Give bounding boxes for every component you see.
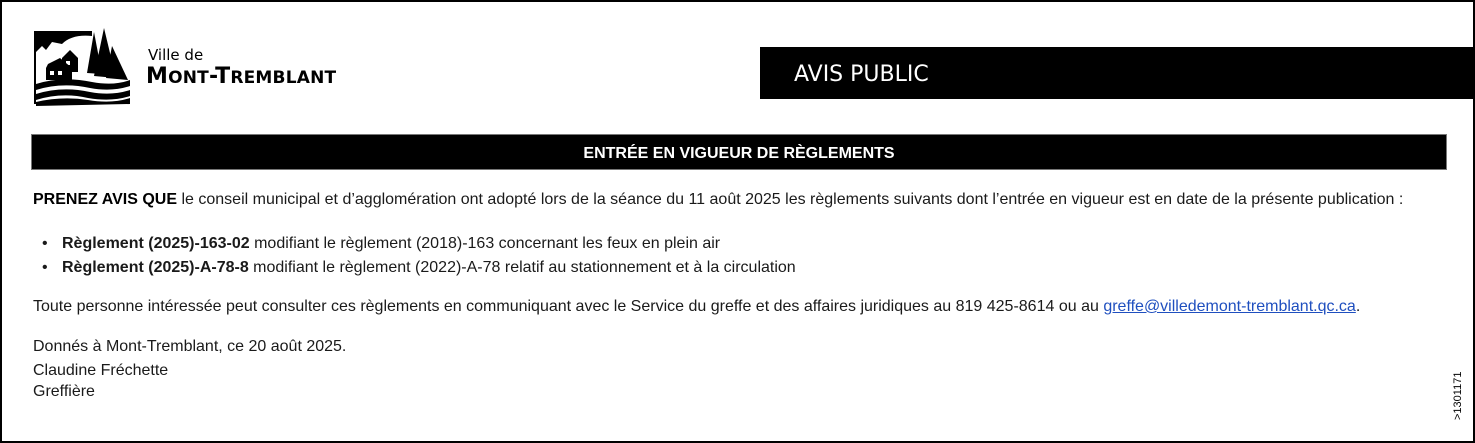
regulation-ref: Règlement (2025)-A-78-8 [62, 259, 249, 276]
regulation-desc: modifiant le règlement (2018)-163 concernant les feux en plein air [249, 235, 721, 252]
list-item [62, 259, 796, 277]
bullet-icon: • [42, 259, 48, 276]
mountain-village-icon [32, 28, 132, 108]
given-date: Donnés à Mont-Tremblant, ce 20 août 2025. [33, 338, 347, 355]
city-logo [32, 28, 352, 108]
logo-subtitle: Ville de [148, 46, 204, 64]
intro-bold: PRENEZ AVIS QUE [33, 191, 178, 208]
logo-title: MONT-TREMBLANT [146, 64, 337, 89]
email-link[interactable]: greffe@villedemont-tremblant.qc.ca [1103, 298, 1356, 315]
consult-paragraph [33, 298, 1360, 316]
intro-text: le conseil municipal et d’agglomération ont adopté lors de la séance du 11 août 2025 les règlements suivants dont l’entrée en vigueur est en date de la présente publication : [177, 191, 1404, 208]
avis-public-banner [760, 47, 1473, 99]
avis-public-label: AVIS PUBLIC [794, 62, 929, 87]
reference-code: >1301171 [1452, 371, 1464, 420]
consult-text: Toute personne intéressée peut consulter ces règlements en communiquant avec le Service du greffe et des affaires juridiques au 819 425-8614 ou au [33, 298, 1104, 315]
notice-title: ENTRÉE EN VIGUEUR DE RÈGLEMENTS [31, 134, 1447, 170]
intro-paragraph [33, 191, 1403, 209]
regulation-desc: modifiant le règlement (2022)-A-78 relatif au stationnement et à la circulation [248, 259, 796, 276]
regulation-ref: Règlement (2025)-163-02 [62, 235, 250, 252]
bullet-icon: • [42, 235, 48, 252]
consult-end: . [1355, 298, 1361, 315]
list-item [62, 235, 720, 253]
signatory-name: Claudine Fréchette [33, 362, 169, 379]
signatory-title: Greffière [33, 383, 95, 400]
